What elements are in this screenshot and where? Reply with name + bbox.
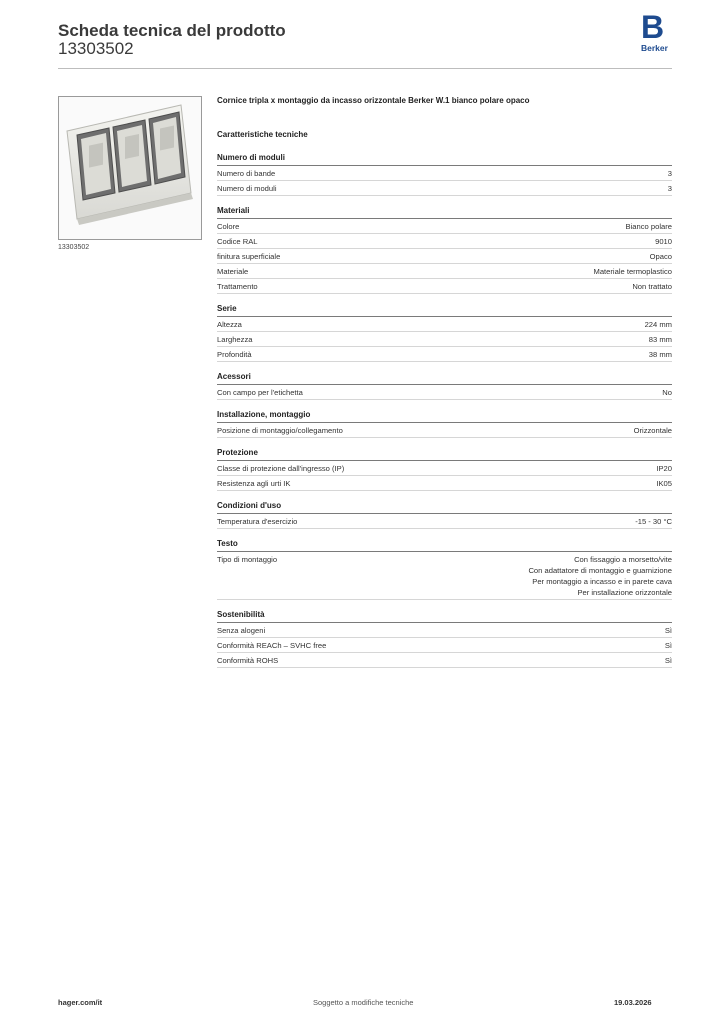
spec-label: Materiale bbox=[217, 267, 249, 276]
spec-value-line: 224 mm bbox=[644, 320, 672, 329]
section-title: Testo bbox=[217, 537, 672, 552]
spec-value-line: IK05 bbox=[656, 479, 672, 488]
spec-section bbox=[217, 204, 672, 294]
spec-value-line: -15 - 30 °C bbox=[635, 517, 672, 526]
spec-label: finitura superficiale bbox=[217, 252, 281, 261]
section-title: Serie bbox=[217, 302, 672, 317]
spec-value-line: Non trattato bbox=[632, 282, 672, 291]
spec-value-line: Orizzontale bbox=[633, 426, 672, 435]
spec-value-line: 38 mm bbox=[648, 350, 672, 359]
spec-value bbox=[645, 319, 672, 330]
spec-row bbox=[217, 234, 672, 249]
section-title: Sostenibilità bbox=[217, 608, 672, 623]
spec-label: Trattamento bbox=[217, 282, 258, 291]
spec-row bbox=[217, 514, 672, 529]
spec-value-line: Materiale termoplastico bbox=[593, 267, 672, 276]
spec-label: Numero di bande bbox=[217, 169, 276, 178]
spec-row bbox=[217, 638, 672, 653]
spec-row bbox=[217, 552, 672, 600]
spec-row bbox=[217, 279, 672, 294]
spec-label: Codice RAL bbox=[217, 237, 258, 246]
spec-row bbox=[217, 249, 672, 264]
spec-row bbox=[217, 181, 672, 196]
spec-row bbox=[217, 317, 672, 332]
spec-value bbox=[656, 463, 672, 474]
spec-label: Larghezza bbox=[217, 335, 253, 344]
spec-value bbox=[650, 251, 672, 262]
spec-label: Tipo di montaggio bbox=[217, 555, 278, 564]
spec-value-line: 3 bbox=[667, 184, 672, 193]
section-title: Condizioni d'uso bbox=[217, 499, 672, 514]
spec-label: Senza alogeni bbox=[217, 626, 266, 635]
spec-value bbox=[528, 554, 672, 598]
berker-logo bbox=[640, 9, 676, 54]
spec-value bbox=[668, 183, 672, 194]
spec-section bbox=[217, 499, 672, 529]
spec-value-line: Sì bbox=[664, 626, 672, 635]
spec-row bbox=[217, 653, 672, 668]
spec-label: Conformità ROHS bbox=[217, 656, 279, 665]
spec-value-line: 9010 bbox=[655, 237, 672, 246]
product-image bbox=[58, 96, 202, 240]
spec-value bbox=[662, 387, 672, 398]
spec-section bbox=[217, 151, 672, 196]
spec-section bbox=[217, 608, 672, 668]
spec-section bbox=[217, 537, 672, 600]
header-divider bbox=[58, 68, 672, 69]
spec-value-line: 3 bbox=[667, 169, 672, 178]
spec-row bbox=[217, 219, 672, 234]
spec-value-line: No bbox=[662, 388, 672, 397]
spec-row bbox=[217, 385, 672, 400]
spec-value-line: Opaco bbox=[649, 252, 672, 261]
spec-row bbox=[217, 423, 672, 438]
spec-value bbox=[626, 221, 672, 232]
spec-section bbox=[217, 302, 672, 362]
spec-row bbox=[217, 623, 672, 638]
spec-label: Classe di protezione dall'ingresso (IP) bbox=[217, 464, 345, 473]
spec-value bbox=[665, 625, 672, 636]
footer-date: 19.03.2026 bbox=[614, 998, 652, 1007]
spec-value-line: Per installazione orizzontale bbox=[577, 588, 672, 597]
logo-text: Berker bbox=[641, 43, 668, 53]
footer-website[interactable]: hager.com/it bbox=[58, 998, 103, 1007]
spec-value bbox=[594, 266, 673, 277]
tech-heading: Caratteristiche tecniche bbox=[217, 130, 308, 139]
section-title: Installazione, montaggio bbox=[217, 408, 672, 423]
spec-sections bbox=[217, 151, 672, 676]
spec-section bbox=[217, 408, 672, 438]
spec-row bbox=[217, 476, 672, 491]
article-number: 13303502 bbox=[58, 39, 134, 58]
section-title: Protezione bbox=[217, 446, 672, 461]
spec-value-line: IP20 bbox=[656, 464, 672, 473]
spec-row bbox=[217, 461, 672, 476]
spec-label: Resistenza agli urti IK bbox=[217, 479, 291, 488]
spec-value bbox=[649, 349, 672, 360]
spec-value-line: Per montaggio a incasso e in parete cava bbox=[532, 577, 672, 586]
page-title: Scheda tecnica del prodotto bbox=[58, 21, 286, 40]
spec-value bbox=[656, 478, 672, 489]
spec-value-line: Sì bbox=[664, 641, 672, 650]
spec-row bbox=[217, 332, 672, 347]
spec-value-line: Con adattatore di montaggio e guarnizione bbox=[528, 566, 672, 575]
spec-label: Numero di moduli bbox=[217, 184, 277, 193]
spec-label: Profondità bbox=[217, 350, 252, 359]
spec-label: Con campo per l'etichetta bbox=[217, 388, 303, 397]
spec-value-line: Sì bbox=[664, 656, 672, 665]
spec-label: Temperatura d'esercizio bbox=[217, 517, 298, 526]
spec-value bbox=[665, 640, 672, 651]
footer-notice: Soggetto a modifiche tecniche bbox=[313, 998, 414, 1007]
spec-value-line: 83 mm bbox=[648, 335, 672, 344]
spec-section bbox=[217, 370, 672, 400]
spec-section bbox=[217, 446, 672, 491]
spec-label: Altezza bbox=[217, 320, 242, 329]
spec-label: Posizione di montaggio/collegamento bbox=[217, 426, 343, 435]
section-title: Materiali bbox=[217, 204, 672, 219]
spec-value bbox=[655, 236, 672, 247]
spec-value bbox=[634, 425, 672, 436]
section-title: Numero di moduli bbox=[217, 151, 672, 166]
logo-letter: B bbox=[641, 9, 665, 45]
triple-frame-illustration bbox=[59, 97, 201, 239]
spec-value-line: Con fissaggio a morsetto/vite bbox=[574, 555, 672, 564]
spec-value bbox=[668, 168, 672, 179]
spec-row bbox=[217, 264, 672, 279]
spec-row bbox=[217, 347, 672, 362]
product-name: Cornice tripla x montaggio da incasso orizzontale Berker W.1 bianco polare opaco bbox=[217, 96, 530, 105]
spec-value bbox=[635, 516, 672, 527]
section-title: Acessori bbox=[217, 370, 672, 385]
spec-label: Conformità REACh – SVHC free bbox=[217, 641, 327, 650]
spec-value bbox=[649, 334, 672, 345]
spec-value bbox=[632, 281, 672, 292]
spec-label: Colore bbox=[217, 222, 240, 231]
spec-value-line: Bianco polare bbox=[625, 222, 672, 231]
image-caption: 13303502 bbox=[58, 244, 90, 251]
spec-value bbox=[665, 655, 672, 666]
spec-row bbox=[217, 166, 672, 181]
